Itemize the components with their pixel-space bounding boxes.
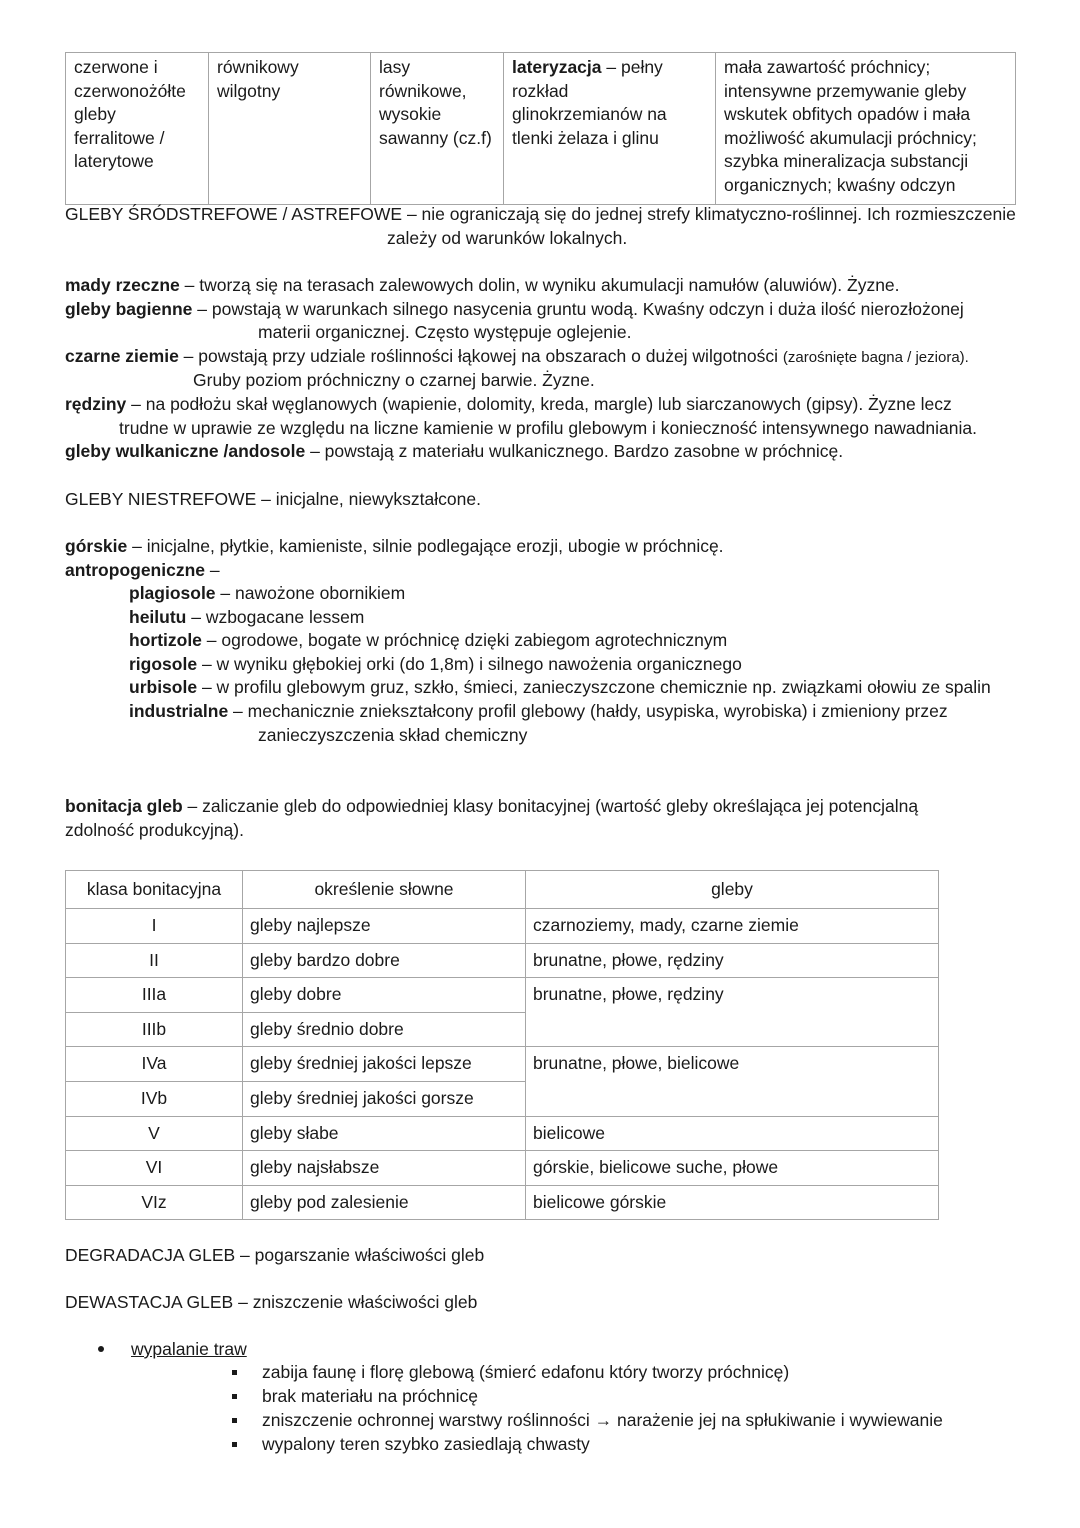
redziny-definition-cont: trudne w uprawie ze względu na liczne kamienie w profilu glebowym i konieczność intensywnego nawadniania. [119, 418, 977, 438]
table-row: IIIa gleby dobre brunatne, płowe, rędziny [66, 978, 939, 1013]
list-item: zabija faunę i florę glebową (śmierć edafonu który tworzy próchnicę) [262, 1362, 790, 1382]
list-item: rigosole – w wyniku głębokiej orki (do 1,8m) i silnego nawożenia organicznego [129, 653, 742, 674]
bonitacja-definition-cont: zdolność produkcyjną). [65, 820, 244, 840]
table-row: IVa gleby średniej jakości lepsze brunatne, płowe, bielicowe [66, 1047, 939, 1082]
list-item: plagiosole – nawożone obornikiem [129, 583, 406, 603]
column-header: klasa bonitacyjna [66, 871, 243, 909]
table-row: IVb gleby średniej jakości gorsze [66, 1081, 939, 1116]
column-header: określenie słowne [243, 871, 526, 909]
square-bullet-icon [232, 1394, 237, 1399]
table-row: VIz gleby pod zalesienie bielicowe górskie [66, 1185, 939, 1220]
table-row: IIIb gleby średnio dobre [66, 1012, 939, 1047]
list-item: industrialne – mechanicznie zniekształcony profil glebowy (hałdy, usypiska, wyrobiska) i zmieniony przez [129, 700, 948, 721]
mady-definition: mady rzeczne – tworzą się na terasach zalewowych dolin, w wyniku akumulacji namułów (aluwiów). Żyzne. [65, 275, 900, 295]
degradacja-heading: DEGRADACJA GLEB – pogarszanie właściwości gleb [65, 1245, 485, 1265]
square-bullet-icon [232, 1418, 237, 1423]
process-cell: lateryzacja – pełny rozkład glinokrzemianów na tlenki żelaza i glinu [504, 53, 716, 205]
bagienne-definition: gleby bagienne – powstają w warunkach silnego nasycenia gruntu wodą. Kwaśny odczyn i duża ilość nierozłożonej [65, 299, 964, 319]
bonitation-table [65, 870, 939, 1220]
table-row [66, 53, 1016, 205]
gorskie-definition: górskie – inicjalne, płytkie, kamieniste, silnie podlegające erozji, ubogie w próchnicę. [65, 536, 724, 556]
column-header: gleby [526, 871, 939, 909]
list-item: heilutu – wzbogacane lessem [129, 606, 365, 627]
table-row: I gleby najlepsze czarnoziemy, mady, czarne ziemie [66, 909, 939, 944]
niestrefowe-heading: GLEBY NIESTREFOWE – inicjalne, niewykształcone. [65, 489, 481, 509]
antropogeniczne-list [129, 582, 991, 723]
redziny-definition: rędziny – na podłożu skał węglanowych (wapienie, dolomity, kreda, margle) lub siarczanowych (gipsy). Żyzne lecz [65, 394, 952, 414]
azonal-heading-line1: GLEBY ŚRÓDSTREFOWE / ASTREFOWE – nie ograniczają się do jednej strefy klimatyczno-roślinnej. Ich rozmieszczenie [65, 204, 1016, 224]
czarne-ziemie-definition-cont: Gruby poziom próchniczny o czarnej barwie. Żyzne. [193, 370, 595, 390]
list-item: zniszczenie ochronnej warstwy roślinności → narażenie jej na spłukiwanie i wywiewanie [262, 1410, 943, 1430]
dewastacja-heading: DEWASTACJA GLEB – zniszczenie właściwości gleb [65, 1292, 478, 1312]
list-item: brak materiału na próchnicę [262, 1386, 478, 1406]
list-item: hortizole – ogrodowe, bogate w próchnicę dzięki zabiegom agrotechnicznym [129, 630, 728, 650]
bonitacja-definition: bonitacja gleb – zaliczanie gleb do odpowiedniej klasy bonitacyjnej (wartość gleby określająca jej potencjalną [65, 796, 919, 816]
square-bullet-icon [232, 1370, 237, 1375]
soil-type-cell: czerwone i czerwonożółte gleby ferralitowe / laterytowe [66, 53, 209, 205]
table-row: VI gleby najsłabsze górskie, bielicowe suche, płowe [66, 1151, 939, 1186]
square-bullet-icon [232, 1442, 237, 1447]
bagienne-definition-cont: materii organicznej. Często występuje oglejenie. [258, 322, 632, 342]
soil-zone-table [65, 52, 1016, 205]
properties-cell: mała zawartość próchnicy; intensywne przemywanie gleby wskutek obfitych opadów i mała możliwość akumulacji próchnicy; szybka mineralizacja substancji organicznych; kwaśny odczyn [716, 53, 1016, 205]
table-header-row [66, 871, 939, 909]
table-row: II gleby bardzo dobre brunatne, płowe, rędziny [66, 943, 939, 978]
vegetation-cell: lasy równikowe, wysokie sawanny (cz.f) [371, 53, 504, 205]
climate-cell: równikowy wilgotny [209, 53, 371, 205]
industrialne-definition-cont: zanieczyszczenia skład chemiczny [258, 725, 528, 745]
bullet-icon [98, 1346, 104, 1352]
wypalanie-heading: wypalanie traw [131, 1339, 247, 1359]
table-row: V gleby słabe bielicowe [66, 1116, 939, 1151]
azonal-heading-line2: zależy od warunków lokalnych. [387, 228, 628, 248]
list-item: wypalony teren szybko zasiedlają chwasty [262, 1434, 590, 1454]
czarne-ziemie-definition: czarne ziemie – powstają przy udziale roślinności łąkowej na obszarach o dużej wilgotności (zarośnięte bagna / jeziora). [65, 346, 969, 366]
antropogeniczne-definition: antropogeniczne – [65, 560, 220, 580]
list-item: urbisole – w profilu glebowym gruz, szkło, śmieci, zanieczyszczone chemicznie np. związkami ołowiu ze spalin [129, 677, 991, 697]
wulkaniczne-definition: gleby wulkaniczne /andosole – powstają z materiału wulkanicznego. Bardzo zasobne w próchnicę. [65, 441, 844, 461]
